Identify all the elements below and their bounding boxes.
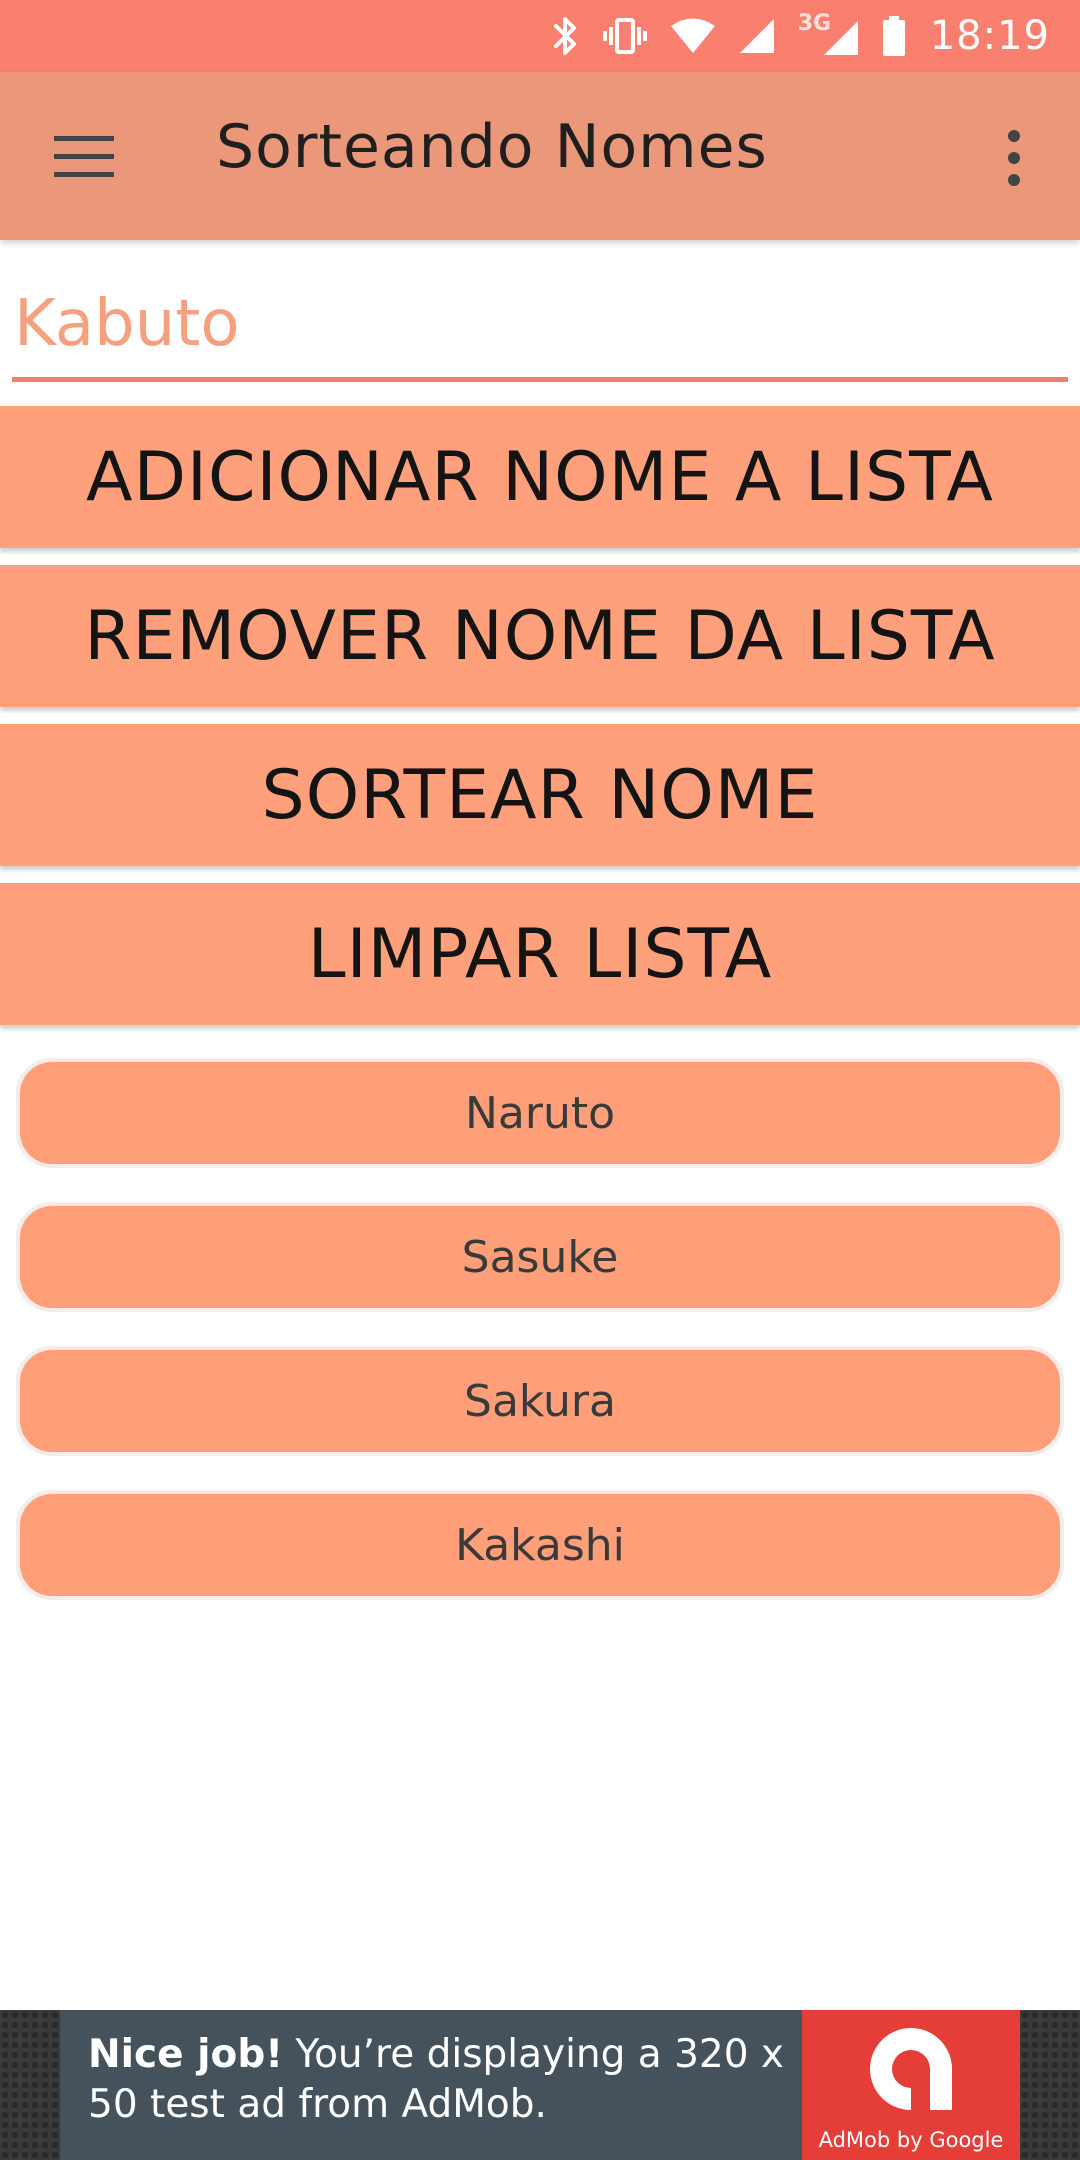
hamburger-menu-icon[interactable] bbox=[54, 134, 114, 180]
ad-body: You’re displaying a 320 x 50 test ad from AdMob. bbox=[88, 2032, 785, 2127]
wifi-icon bbox=[670, 17, 716, 55]
list-item[interactable]: Sakura bbox=[16, 1346, 1064, 1456]
admob-logo-icon bbox=[864, 2022, 958, 2116]
network-type-label: 3G bbox=[797, 11, 832, 36]
name-list bbox=[16, 1058, 1064, 1634]
name-input-container bbox=[12, 270, 1068, 382]
signal-3g-indicator bbox=[797, 11, 860, 57]
ad-headline: Nice job! bbox=[88, 2032, 284, 2077]
draw-name-button[interactable]: SORTEAR NOME bbox=[0, 724, 1080, 866]
list-item[interactable]: Sasuke bbox=[16, 1202, 1064, 1312]
ad-banner[interactable] bbox=[60, 2010, 1020, 2160]
ad-area bbox=[0, 2010, 1080, 2160]
ad-logo-caption: AdMob by Google bbox=[818, 2128, 1004, 2152]
signal-icon bbox=[738, 17, 776, 55]
vibrate-icon bbox=[602, 15, 648, 57]
admob-logo bbox=[802, 2010, 1020, 2160]
clear-list-button[interactable]: LIMPAR LISTA bbox=[0, 883, 1080, 1025]
name-input[interactable] bbox=[12, 270, 1068, 377]
battery-icon bbox=[882, 15, 906, 57]
signal-3g-icon bbox=[822, 19, 860, 57]
status-icons bbox=[552, 11, 906, 57]
add-name-button[interactable]: ADICIONAR NOME A LISTA bbox=[0, 406, 1080, 548]
more-vertical-icon[interactable] bbox=[1000, 128, 1028, 188]
list-item[interactable]: Naruto bbox=[16, 1058, 1064, 1168]
remove-name-button[interactable]: REMOVER NOME DA LISTA bbox=[0, 565, 1080, 707]
bluetooth-icon bbox=[552, 15, 580, 57]
app-title: Sorteando Nomes bbox=[216, 112, 768, 182]
ad-text bbox=[60, 2010, 802, 2160]
app-bar bbox=[0, 72, 1080, 240]
status-bar bbox=[0, 0, 1080, 72]
status-time: 18:19 bbox=[929, 13, 1050, 59]
list-item[interactable]: Kakashi bbox=[16, 1490, 1064, 1600]
